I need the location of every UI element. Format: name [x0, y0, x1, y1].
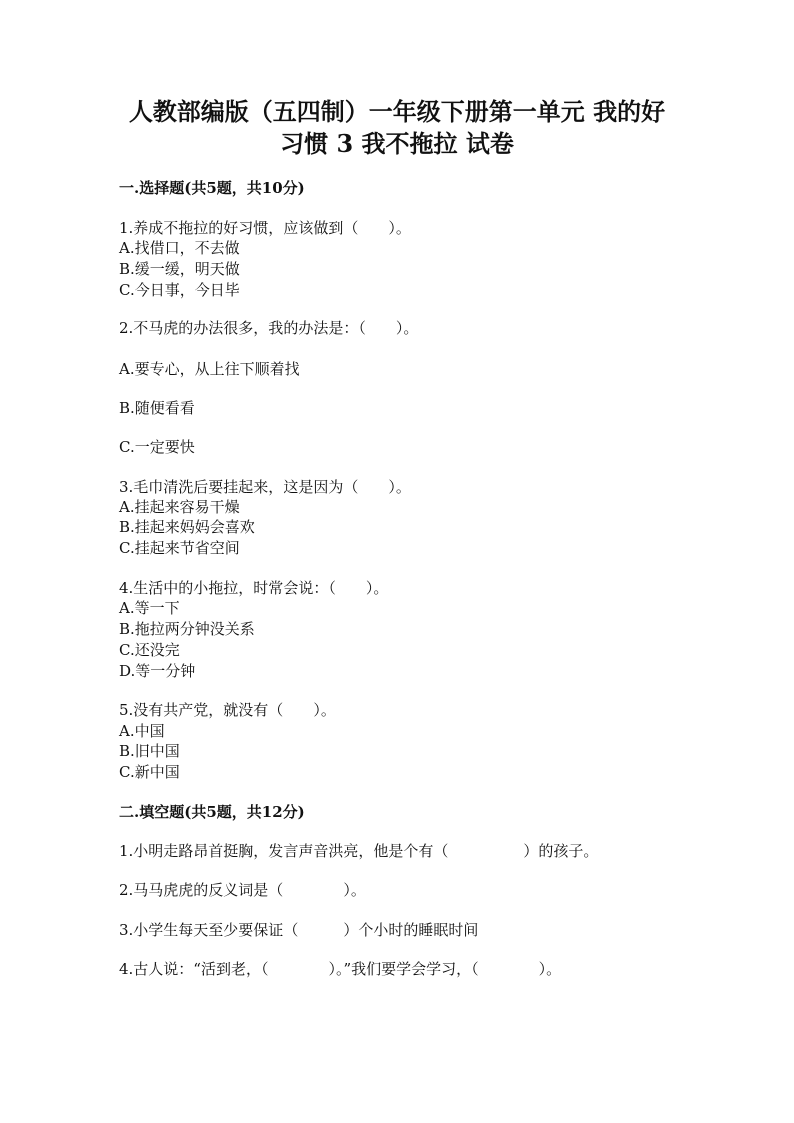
option-b: B.随便看看 [119, 399, 195, 417]
page-title-line-2: 习惯 3 我不拖拉 试卷 [280, 129, 514, 158]
option-b: B.挂起来妈妈会喜欢 [119, 518, 255, 536]
option-a: A.挂起来容易干燥 [119, 498, 240, 516]
fill-question-4: 4.古人说：“活到老，（ ）。”我们要学会学习，（ ）。 [119, 960, 562, 978]
option-b: B.拖拉两分钟没关系 [119, 620, 255, 638]
option-a: A.中国 [119, 722, 165, 740]
option-d: D.等一分钟 [119, 662, 196, 680]
option-b: B.旧中国 [119, 742, 180, 760]
question-stem: 5.没有共产党，就没有（ ）。 [119, 701, 336, 719]
fill-question-1: 1.小明走路昂首挺胸，发言声音洪亮，他是个有（ ）的孩子。 [119, 842, 599, 860]
option-c: C.一定要快 [119, 438, 195, 456]
option-c: C.还没完 [119, 641, 180, 659]
fill-question-2: 2.马马虎虎的反义词是（ ）。 [119, 881, 366, 899]
option-b: B.缓一缓，明天做 [119, 260, 240, 278]
fill-question-3: 3.小学生每天至少要保证（ ）个小时的睡眠时间 [119, 921, 479, 939]
option-c: C.挂起来节省空间 [119, 539, 240, 557]
option-a: A.要专心，从上往下顺着找 [119, 360, 300, 378]
question-stem: 2.不马虎的办法很多，我的办法是：（ ）。 [119, 319, 419, 337]
option-c: C.新中国 [119, 763, 180, 781]
option-a: A.找借口，不去做 [119, 239, 240, 257]
option-a: A.等一下 [119, 599, 180, 617]
question-stem: 3.毛巾清洗后要挂起来，这是因为（ ）。 [119, 478, 411, 496]
section-heading: 一.选择题(共5题，共10分) [119, 179, 305, 197]
question-stem: 1.养成不拖拉的好习惯，应该做到（ ）。 [119, 219, 411, 237]
option-c: C.今日事，今日毕 [119, 281, 240, 299]
page-title-line-1: 人教部编版（五四制）一年级下册第一单元 我的好 [128, 97, 666, 126]
section-heading: 二.填空题(共5题，共12分) [119, 803, 305, 821]
question-stem: 4.生活中的小拖拉，时常会说：（ ）。 [119, 579, 389, 597]
